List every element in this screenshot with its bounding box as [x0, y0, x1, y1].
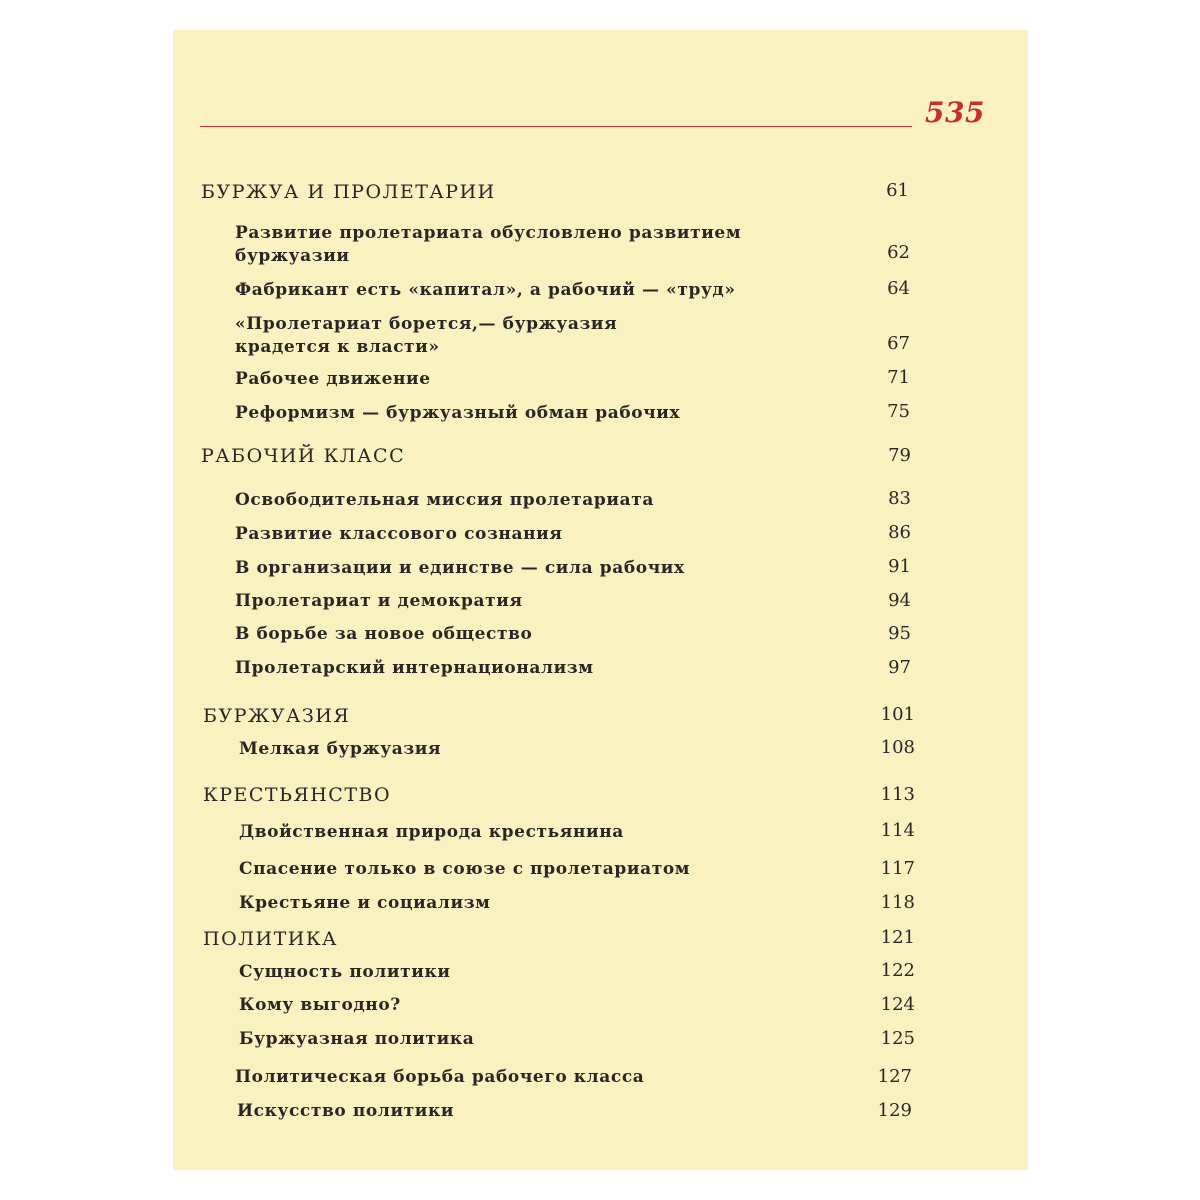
toc-entry — [173, 400, 1028, 430]
toc-entry-title: Пролетариат и демократия — [235, 591, 523, 611]
toc-page-number: 108 — [880, 737, 915, 758]
toc-entry — [173, 222, 1028, 278]
toc-entry — [173, 820, 1028, 850]
toc-page-number: 118 — [880, 892, 915, 913]
toc-entry-title: Спасение только в союзе с пролетариатом — [239, 859, 691, 879]
page-number: 535 — [925, 96, 985, 129]
toc-entry — [173, 367, 1028, 397]
toc-section — [173, 178, 1028, 208]
toc-entry — [173, 994, 1028, 1024]
toc-entry-title: Кому выгодно? — [239, 995, 401, 1015]
toc-page-number: 124 — [880, 994, 915, 1015]
toc-entry — [173, 1028, 1028, 1058]
toc-page-number: 95 — [888, 623, 911, 644]
toc-entry — [173, 960, 1028, 990]
toc-entry-title: Развитие классового сознания — [235, 524, 563, 544]
toc-entry — [173, 590, 1028, 620]
toc-section-title: БУРЖУАЗИЯ — [203, 705, 351, 727]
toc-entry — [173, 857, 1028, 887]
toc-section-title: БУРЖУА И ПРОЛЕТАРИИ — [201, 181, 496, 203]
toc-page-number: 79 — [888, 445, 911, 466]
toc-section-title: КРЕСТЬЯНСТВО — [203, 784, 392, 806]
toc-entry-title: Рабочее движение — [235, 369, 431, 389]
toc-entry — [173, 1066, 1028, 1096]
toc-entry-title: Реформизм — буржуазный обман рабочих — [235, 403, 681, 423]
toc-entry — [173, 312, 1028, 368]
toc-entry — [173, 556, 1028, 586]
toc-page-number: 121 — [880, 927, 915, 948]
toc-entry — [173, 522, 1028, 552]
toc-page-number: 101 — [880, 704, 915, 725]
toc-page-number: 94 — [888, 590, 911, 611]
toc-section — [173, 783, 1028, 813]
toc-entry — [173, 1100, 1028, 1130]
toc-page-number: 117 — [880, 858, 915, 879]
toc-entry-title: Крестьяне и социализм — [239, 893, 491, 913]
toc-page-number: 97 — [888, 657, 911, 678]
toc-section — [173, 443, 1028, 473]
book-page — [173, 30, 1028, 1170]
toc-page-number: 127 — [877, 1066, 912, 1087]
table-of-contents — [173, 30, 1028, 1170]
toc-page-number: 75 — [887, 401, 910, 422]
toc-entry — [173, 737, 1028, 767]
toc-page-number: 113 — [880, 784, 915, 805]
toc-entry-title: Сущность политики — [239, 962, 451, 982]
toc-page-number: 91 — [888, 556, 911, 577]
toc-page-number: 129 — [877, 1100, 912, 1121]
toc-entry-title: Мелкая буржуазия — [239, 739, 442, 759]
toc-page-number: 114 — [880, 820, 915, 841]
toc-page-number: 62 — [887, 242, 910, 263]
toc-entry-title: Политическая борьба рабочего класса — [235, 1067, 645, 1087]
toc-entry-title: Буржуазная политика — [239, 1029, 475, 1049]
toc-page-number: 125 — [880, 1028, 915, 1049]
toc-entry-title: Фабрикант есть «капитал», а рабочий — «труд» — [235, 280, 736, 300]
toc-section — [173, 926, 1028, 956]
toc-section — [173, 704, 1028, 734]
toc-entry — [173, 891, 1028, 921]
toc-entry-title: В организации и единстве — сила рабочих — [235, 558, 685, 578]
toc-entry-title: Искусство политики — [237, 1101, 455, 1121]
toc-page-number: 71 — [887, 367, 910, 388]
toc-entry-title: Развитие пролетариата обусловлено развитием буржуазии — [235, 223, 742, 266]
toc-entry-title: В борьбе за новое общество — [235, 624, 533, 644]
toc-entry-title: Пролетарский интернационализм — [235, 658, 594, 678]
toc-section-title: РАБОЧИЙ КЛАСС — [201, 445, 406, 467]
toc-page-number: 67 — [887, 333, 910, 354]
toc-entry — [173, 278, 1028, 308]
toc-entry-title: «Пролетариат борется,— буржуазия крадется к власти» — [235, 314, 618, 357]
toc-entry — [173, 623, 1028, 653]
toc-entry-title: Двойственная природа крестьянина — [239, 822, 624, 842]
toc-entry — [173, 488, 1028, 518]
toc-page-number: 122 — [880, 960, 915, 981]
toc-entry — [173, 657, 1028, 687]
toc-page-number: 64 — [887, 278, 910, 299]
toc-entry-title: Освободительная миссия пролетариата — [235, 490, 654, 510]
toc-page-number: 61 — [886, 180, 909, 201]
toc-page-number: 83 — [888, 488, 911, 509]
toc-section-title: ПОЛИТИКА — [203, 928, 338, 950]
toc-page-number: 86 — [888, 522, 911, 543]
